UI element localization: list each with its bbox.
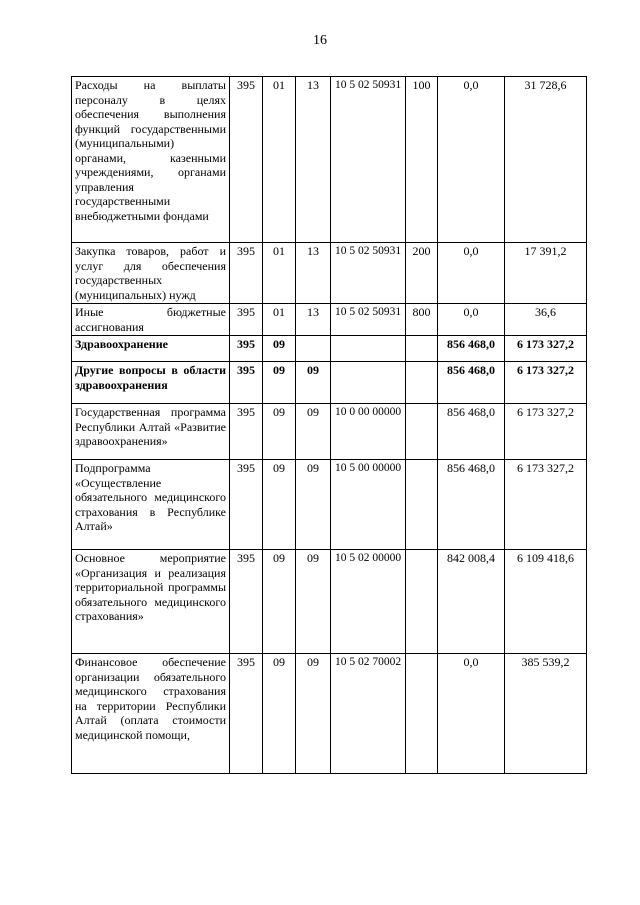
- row-name-cell: Иные бюджетные ассигнования: [72, 304, 230, 336]
- expense-type-cell: [406, 550, 438, 654]
- section-code-cell: 01: [263, 304, 296, 336]
- target-article-cell: 10 5 02 70002: [331, 654, 406, 774]
- ved-code-cell: 395: [230, 362, 263, 404]
- section-code-cell: 09: [263, 362, 296, 404]
- amount-2-cell: 6 173 327,2: [505, 404, 587, 460]
- amount-1-cell: 842 008,4: [438, 550, 505, 654]
- ved-code-cell: 395: [230, 77, 263, 243]
- section-code-cell: 09: [263, 550, 296, 654]
- expense-type-cell: [406, 362, 438, 404]
- amount-1-cell: 856 468,0: [438, 336, 505, 362]
- table-body: [72, 77, 587, 774]
- subsection-code-cell: 09: [296, 550, 331, 654]
- table-row: [72, 77, 587, 243]
- expense-type-cell: 200: [406, 243, 438, 304]
- target-article-cell: [331, 362, 406, 404]
- row-name-cell: Здравоохранение: [72, 336, 230, 362]
- subsection-code-cell: 13: [296, 243, 331, 304]
- row-name-cell: Финансовое обеспечение организации обязательного медицинского страхования на территории Республики Алтай (оплата стоимости медицинской помощи,: [72, 654, 230, 774]
- subsection-code-cell: 13: [296, 77, 331, 243]
- page-number: 16: [313, 33, 327, 48]
- row-name-cell: Основное мероприятие «Организация и реализация территориальной программы обязательного медицинского страхования»: [72, 550, 230, 654]
- section-code-cell: 09: [263, 404, 296, 460]
- table-row: [72, 362, 587, 404]
- table-row: [72, 654, 587, 774]
- expense-type-cell: [406, 404, 438, 460]
- table-row: [72, 243, 587, 304]
- expense-type-cell: [406, 336, 438, 362]
- row-name-cell: Закупка товаров, работ и услуг для обеспечения государственных (муниципальных) нужд: [72, 243, 230, 304]
- table-row: [72, 304, 587, 336]
- expense-type-cell: [406, 460, 438, 550]
- amount-1-cell: 0,0: [438, 243, 505, 304]
- ved-code-cell: 395: [230, 243, 263, 304]
- subsection-code-cell: 09: [296, 460, 331, 550]
- expense-type-cell: 800: [406, 304, 438, 336]
- amount-2-cell: 385 539,2: [505, 654, 587, 774]
- ved-code-cell: 395: [230, 304, 263, 336]
- table-row: [72, 336, 587, 362]
- target-article-cell: 10 5 02 50931: [331, 304, 406, 336]
- subsection-code-cell: 09: [296, 362, 331, 404]
- amount-2-cell: 6 173 327,2: [505, 362, 587, 404]
- section-code-cell: 01: [263, 77, 296, 243]
- amount-1-cell: 856 468,0: [438, 460, 505, 550]
- target-article-cell: 10 5 00 00000: [331, 460, 406, 550]
- section-code-cell: 09: [263, 460, 296, 550]
- table-row: [72, 550, 587, 654]
- ved-code-cell: 395: [230, 654, 263, 774]
- amount-2-cell: 6 173 327,2: [505, 336, 587, 362]
- section-code-cell: 09: [263, 336, 296, 362]
- table-row: [72, 460, 587, 550]
- amount-1-cell: 856 468,0: [438, 362, 505, 404]
- subsection-code-cell: 13: [296, 304, 331, 336]
- table-row: [72, 404, 587, 460]
- amount-2-cell: 36,6: [505, 304, 587, 336]
- section-code-cell: 09: [263, 654, 296, 774]
- target-article-cell: 10 5 02 50931: [331, 243, 406, 304]
- subsection-code-cell: 09: [296, 654, 331, 774]
- subsection-code-cell: 09: [296, 404, 331, 460]
- expense-type-cell: 100: [406, 77, 438, 243]
- row-name-cell: Другие вопросы в области здравоохранения: [72, 362, 230, 404]
- target-article-cell: 10 0 00 00000: [331, 404, 406, 460]
- target-article-cell: 10 5 02 50931: [331, 77, 406, 243]
- amount-2-cell: 17 391,2: [505, 243, 587, 304]
- ved-code-cell: 395: [230, 460, 263, 550]
- row-name-cell: Подпрограмма «Осуществление обязательного медицинского страхования в Республике Алтай»: [72, 460, 230, 550]
- amount-2-cell: 6 173 327,2: [505, 460, 587, 550]
- ved-code-cell: 395: [230, 404, 263, 460]
- target-article-cell: 10 5 02 00000: [331, 550, 406, 654]
- subsection-code-cell: [296, 336, 331, 362]
- section-code-cell: 01: [263, 243, 296, 304]
- expense-type-cell: [406, 654, 438, 774]
- target-article-cell: [331, 336, 406, 362]
- amount-1-cell: 0,0: [438, 654, 505, 774]
- row-name-cell: Государственная программа Республики Алтай «Развитие здравоохранения»: [72, 404, 230, 460]
- amount-1-cell: 856 468,0: [438, 404, 505, 460]
- row-name-cell: Расходы на выплаты персоналу в целях обеспечения выполнения функций государственными (муниципальными) органами, казенными учреждениями, органами управления государственными внебюджетными фондами: [72, 77, 230, 243]
- amount-2-cell: 31 728,6: [505, 77, 587, 243]
- ved-code-cell: 395: [230, 550, 263, 654]
- ved-code-cell: 395: [230, 336, 263, 362]
- amount-2-cell: 6 109 418,6: [505, 550, 587, 654]
- amount-1-cell: 0,0: [438, 77, 505, 243]
- budget-table: [71, 76, 587, 774]
- amount-1-cell: 0,0: [438, 304, 505, 336]
